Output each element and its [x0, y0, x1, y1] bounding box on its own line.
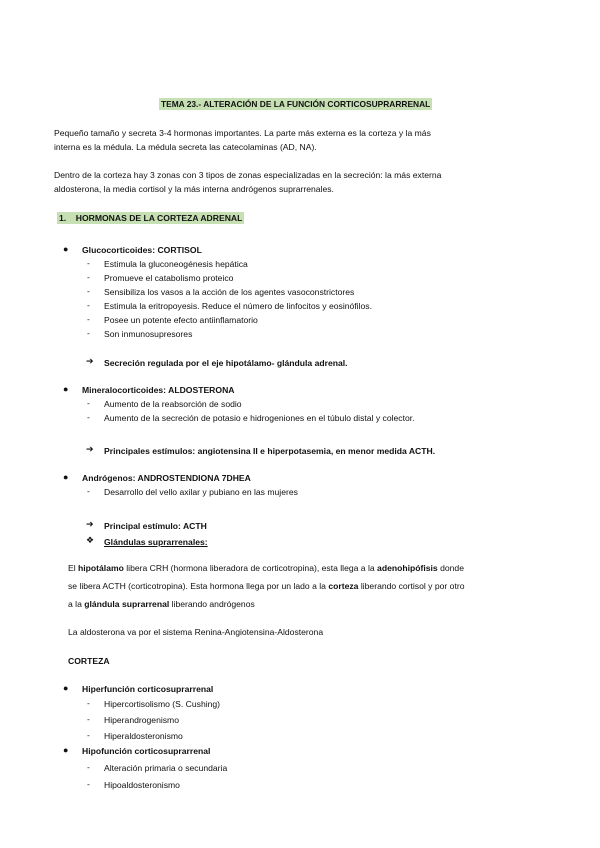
- dash-icon: -: [87, 272, 90, 282]
- title-highlight: TEMA 23.- ALTERACIÓN DE LA FUNCIÓN CORTICOSUPRARRENAL: [161, 99, 431, 109]
- list-item: Hiperaldosteronismo: [104, 731, 183, 741]
- section-heading-highlight: [57, 212, 244, 224]
- glucocorticoides-note: Secreción regulada por el eje hipotálamo- glándula adrenal.: [104, 358, 348, 368]
- androgenos-note: Principal estímulo: ACTH: [104, 521, 207, 531]
- text-run-bold: hipotálamo: [78, 563, 124, 573]
- text-run-bold: glándula suprarrenal: [84, 599, 170, 609]
- hipotalamo-line2: [68, 580, 464, 592]
- dash-icon: -: [87, 300, 90, 310]
- list-item: Estimula la eritropoyesis. Reduce el número de linfocitos y eosinófilos.: [104, 301, 372, 311]
- list-item: Son inmunosupresores: [104, 329, 193, 339]
- list-item: Estimula la gluconeogénesis hepática: [104, 259, 248, 269]
- list-item: Alteración primaria o secundaria: [104, 763, 228, 773]
- corteza-heading: CORTEZA: [68, 656, 110, 666]
- androgenos-label: Andrógenos: ANDROSTENDIONA 7DHEA: [82, 473, 251, 483]
- hiperfuncion-label: Hiperfunción corticosuprarrenal: [82, 684, 214, 694]
- bullet-icon: ●: [63, 745, 69, 755]
- list-item: Aumento de la reabsorción de sodio: [104, 399, 242, 409]
- dash-icon: -: [87, 730, 90, 740]
- section-number: 1.: [59, 213, 67, 223]
- bullet-icon: ●: [63, 472, 69, 482]
- mineralocorticoides-note: Principales estímulos: angiotensina II e hiperpotasemia, en menor medida ACTH.: [104, 446, 436, 456]
- arrow-icon: ➔: [86, 519, 94, 529]
- dash-icon: -: [87, 286, 90, 296]
- mineralocorticoides-label: Mineralocorticoides: ALDOSTERONA: [82, 385, 235, 395]
- hipotalamo-line1: [68, 562, 464, 574]
- arrow-icon: ➔: [86, 444, 94, 454]
- diamond-icon: ❖: [86, 535, 95, 545]
- list-item: Promueve el catabolismo proteico: [104, 273, 234, 283]
- arrow-icon: ➔: [86, 356, 94, 366]
- dash-icon: -: [87, 779, 90, 789]
- hipofuncion-label: Hipofunción corticosuprarrenal: [82, 746, 211, 756]
- list-item: Aumento de la secreción de potasio e hidrogeniones en el túbulo distal y colector.: [104, 413, 415, 423]
- dash-icon: -: [87, 412, 90, 422]
- dash-icon: -: [87, 398, 90, 408]
- dash-icon: -: [87, 314, 90, 324]
- dash-icon: -: [87, 486, 90, 496]
- dash-icon: -: [87, 714, 90, 724]
- section-heading: [57, 212, 244, 224]
- list-item: Desarrollo del vello axilar y pubiano en las mujeres: [104, 487, 298, 497]
- list-item: Hipoaldosteronismo: [104, 780, 180, 790]
- dash-icon: -: [87, 762, 90, 772]
- list-item: Hipercortisolismo (S. Cushing): [104, 699, 221, 709]
- list-item: Hiperandrogenismo: [104, 715, 179, 725]
- text-run-bold: adenohipófisis: [377, 563, 438, 573]
- text-run-bold: corteza: [328, 581, 359, 591]
- text-run: liberando andrógenos: [169, 599, 255, 609]
- intro-p2-line1: Dentro de la corteza hay 3 zonas con 3 tipos de zonas especializadas en la secreción: la más externa: [54, 170, 442, 180]
- bullet-icon: ●: [63, 244, 69, 254]
- text-run: libera CRH (hormona liberadora de corticotropina), esta llega a la: [123, 563, 378, 573]
- list-item: Posee un potente efecto antiinflamatorio: [104, 315, 258, 325]
- list-item: Sensibiliza los vasos a la acción de los agentes vasoconstrictores: [104, 287, 355, 297]
- intro-p2-line2: aldosterona, la media cortisol y la más interna andrógenos suprarrenales.: [54, 184, 334, 194]
- bullet-icon: ●: [63, 384, 69, 394]
- text-run: liberando cortisol y por otro: [358, 581, 465, 591]
- dash-icon: -: [87, 698, 90, 708]
- intro-p1-line1: Pequeño tamaño y secreta 3-4 hormonas importantes. La parte más externa es la corteza y la más: [54, 128, 431, 138]
- glucocorticoides-label: Glucocorticoides: CORTISOL: [82, 245, 202, 255]
- androgenos-subnote: Glándulas suprarrenales:: [104, 537, 208, 547]
- page-title: [159, 98, 432, 110]
- aldosterona-paragraph: La aldosterona va por el sistema Renina-Angiotensina-Aldosterona: [68, 627, 324, 637]
- dash-icon: -: [87, 328, 90, 338]
- dash-icon: -: [87, 258, 90, 268]
- bullet-icon: ●: [63, 683, 69, 693]
- text-run: se libera ACTH (corticotropina). Esta hormona llega por un lado a la: [68, 581, 329, 591]
- section-title: HORMONAS DE LA CORTEZA ADRENAL: [75, 213, 243, 223]
- hipotalamo-line3: [68, 598, 255, 610]
- text-run: a la: [68, 599, 85, 609]
- text-run: El: [68, 563, 79, 573]
- intro-p1-line2: interna es la médula. La médula secreta las catecolaminas (AD, NA).: [54, 142, 317, 152]
- text-run: donde: [437, 563, 464, 573]
